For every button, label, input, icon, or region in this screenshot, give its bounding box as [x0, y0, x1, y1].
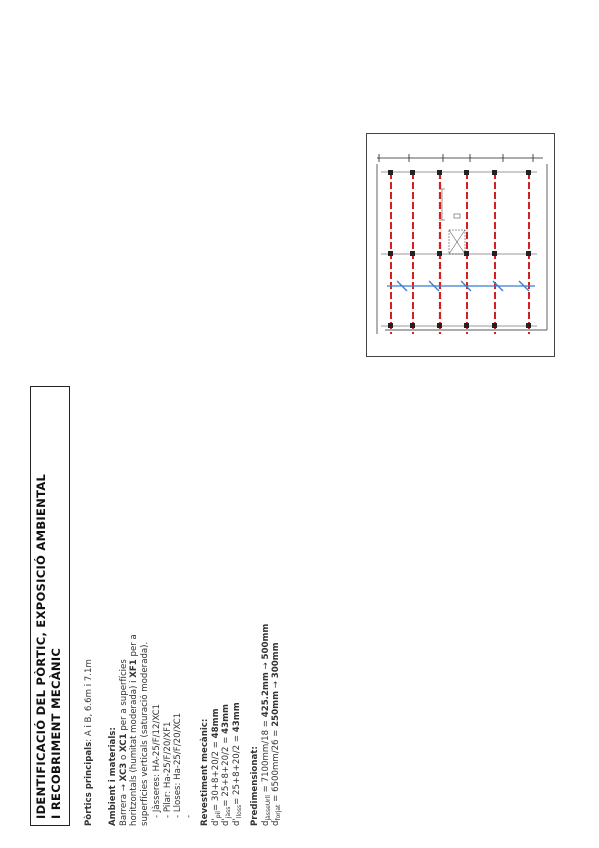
- rotated-text-block: [30, 381, 340, 826]
- ambient-item: - Lloses: Ha-25/F/20/XC1: [173, 712, 183, 818]
- title-line-2: I RECOBRIMENT MECÀNIC: [49, 647, 63, 819]
- ambient-line-1: Barrera → XC3 o XC1 per a superfícies: [118, 659, 129, 826]
- revestiment-row: $d'_{jàss}= 25+8+20/2 = 43mm$: [221, 703, 232, 826]
- revestiment-row: $d'_{lloss}= 25+8+20/2 = 43mm$: [231, 702, 243, 826]
- ambient-item: - Jàsseres: HA-25/F/12/XC1: [152, 703, 162, 818]
- ambient-item: -: [183, 814, 194, 818]
- predim-row: $d_{forjat} = 6500mm/26 = 250mm \to 300mm$: [271, 642, 282, 826]
- revestiment-row: $d'_{pil}= 30+8+20/2 = 48mm$: [210, 708, 222, 826]
- blue-axis: [387, 281, 535, 291]
- opening-detail: [439, 189, 465, 254]
- plan-svg: [367, 134, 556, 358]
- predimensionat-heading: Predimensionat:: [250, 746, 260, 826]
- predim-row: $d_{jàsseUrll} = 7100mm/18 = 425.2mm \to 500mm$: [260, 623, 272, 826]
- grid-lines: [381, 172, 537, 326]
- title-box: [30, 386, 70, 826]
- ambient-line-2: horitzontals (humitat moderada) i XF1 per a: [129, 634, 139, 826]
- structural-plan-drawing: [366, 133, 555, 357]
- ambient-line-3: superfícies verticals (saturació moderada).: [139, 641, 150, 826]
- portics-label: Pòrtics principals: [84, 741, 94, 826]
- ambient-heading: Ambient i materials:: [108, 727, 118, 826]
- title-line-1: IDENTIFICACIÓ DEL PÒRTIC, EXPOSICIÓ AMBIENTAL: [34, 473, 48, 819]
- ambient-item: - Pilar: Ha-25/F/20/XF1: [162, 721, 173, 818]
- portics-value: : A i B, 6.6m i 7.1m: [84, 659, 94, 742]
- revestiment-heading: Revestiment mecànic:: [200, 718, 210, 826]
- column-markers: [388, 170, 531, 328]
- portics-line: [84, 659, 95, 826]
